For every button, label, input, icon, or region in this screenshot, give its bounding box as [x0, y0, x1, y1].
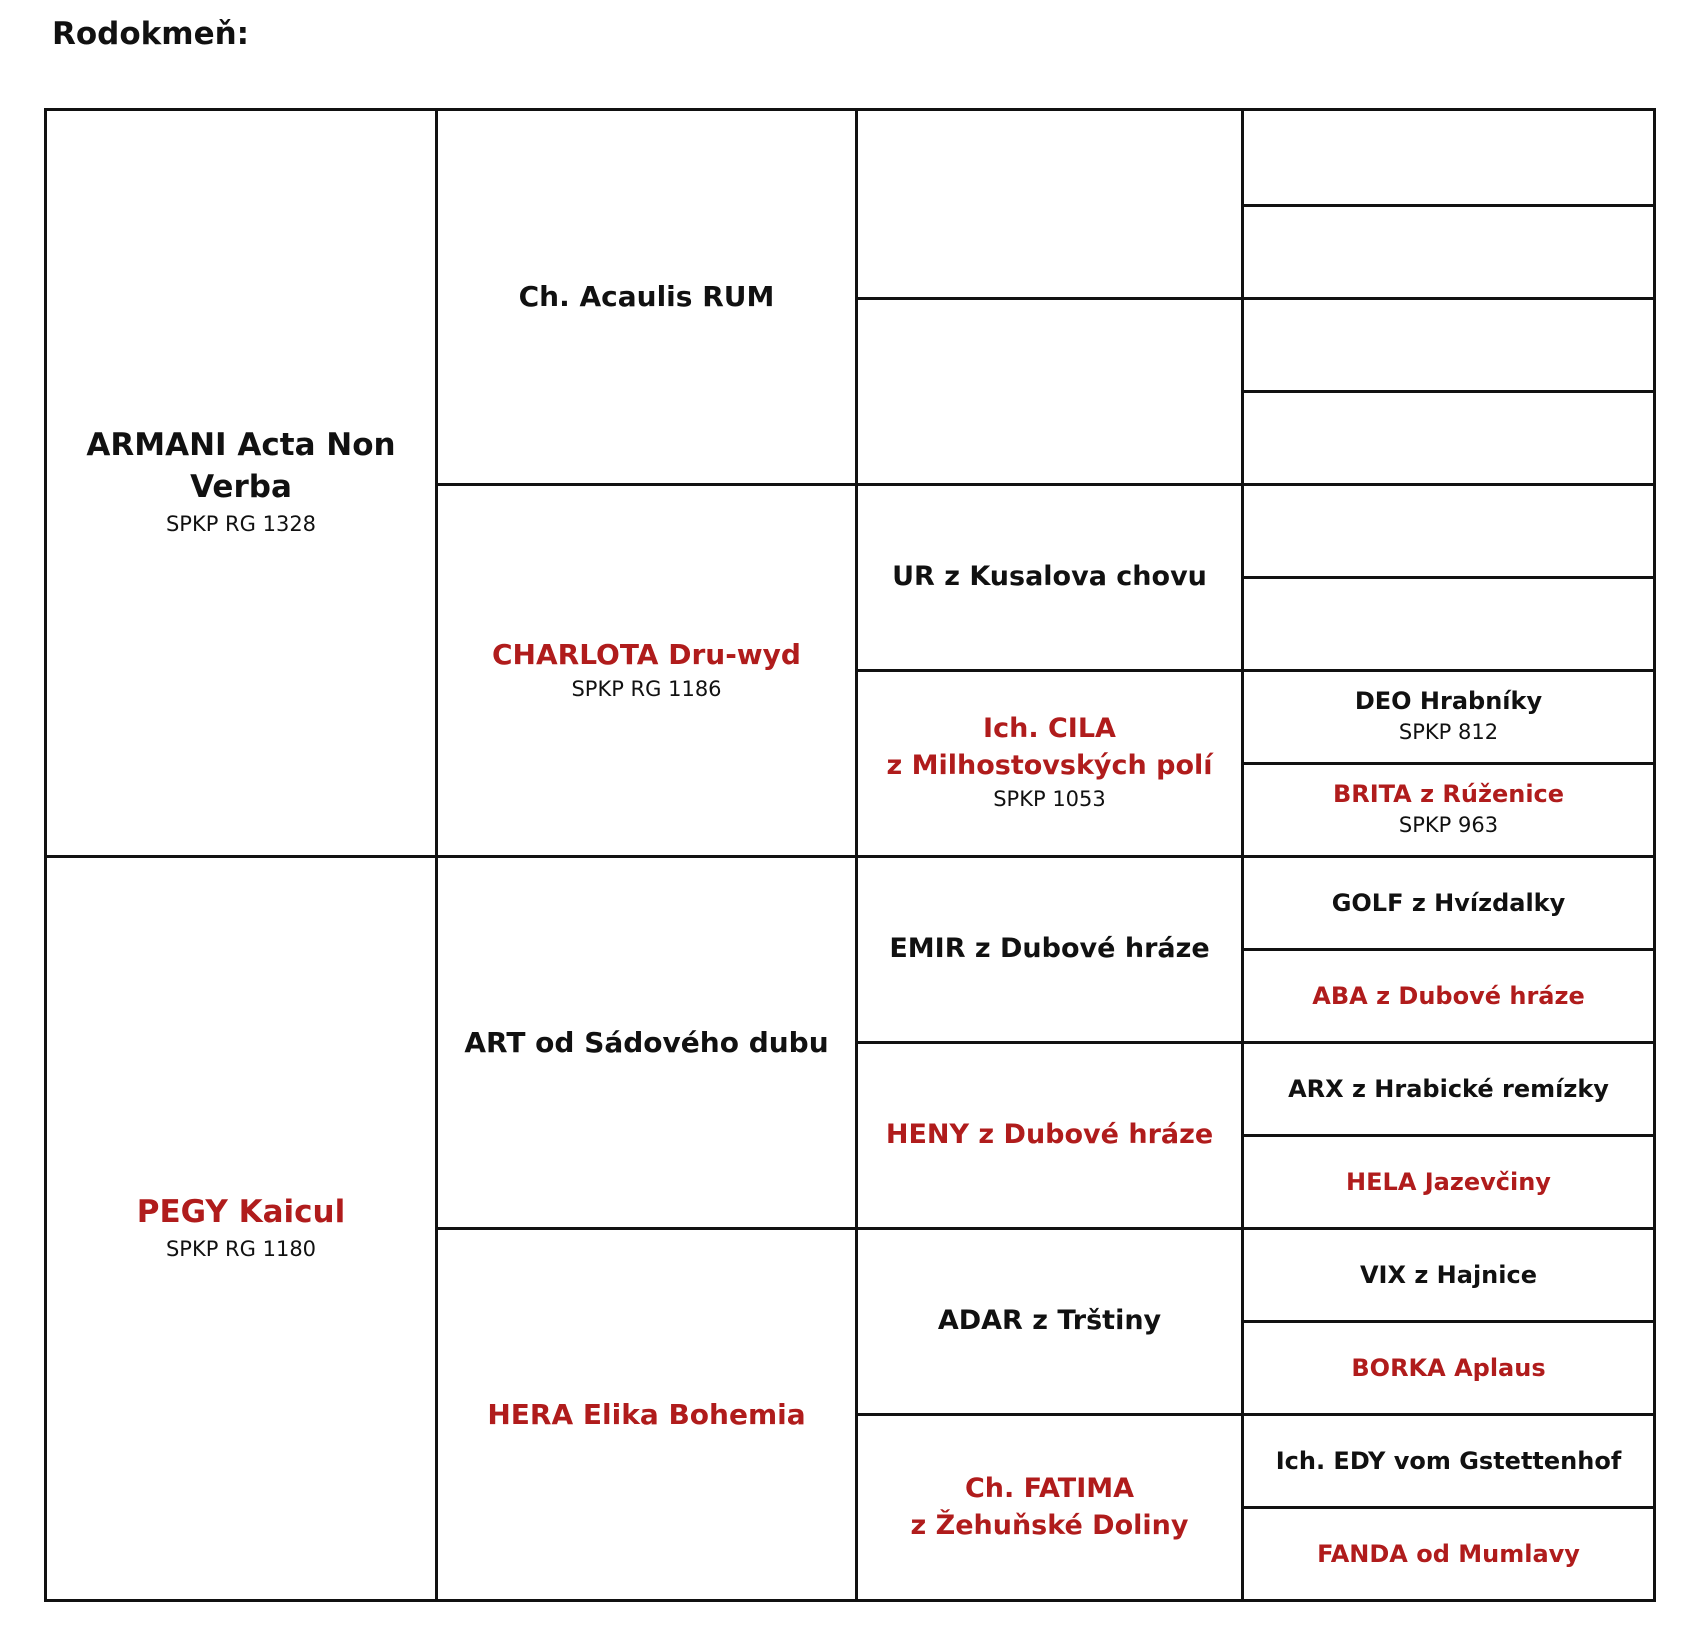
dog-name: ARMANI Acta Non Verba [86, 427, 396, 506]
dog-name: CHARLOTA Dru-wyd [492, 637, 801, 671]
pedigree-cell-ddds [1244, 1416, 1653, 1506]
pedigree-cell-ssdd [1244, 393, 1653, 483]
pedigree-cell-ds [438, 858, 855, 1227]
dog-name: VIX z Hajnice [1359, 1260, 1537, 1289]
pedigree-cell-dssd [1244, 951, 1653, 1041]
registration-number: SPKP 963 [1398, 813, 1499, 838]
registration-number: SPKP RG 1180 [165, 1236, 317, 1261]
pedigree-cell-dsss [1244, 858, 1653, 948]
dog-name: UR z Kusalova chovu [892, 561, 1207, 593]
dog-name: ABA z Dubové hráze [1312, 981, 1585, 1010]
registration-number: SPKP 812 [1398, 720, 1499, 745]
registration-number: SPKP RG 1328 [165, 512, 317, 537]
pedigree-cell-sdsd [1244, 579, 1653, 669]
dog-name: HERA Elika Bohemia [487, 1397, 806, 1431]
dog-name: FANDA od Mumlavy [1317, 1539, 1580, 1568]
pedigree-cell-dddd [1244, 1509, 1653, 1599]
pedigree-cell-sss [858, 111, 1241, 297]
pedigree-cell-ddsd [1244, 1323, 1653, 1413]
pedigree-cell-sdd [858, 672, 1241, 855]
dog-name: ARX z Hrabické remízky [1288, 1074, 1609, 1103]
dog-name: Ch. FATIMA [964, 1473, 1135, 1505]
dog-name: GOLF z Hvízdalky [1331, 888, 1566, 917]
pedigree-cell-dsd [858, 1044, 1241, 1227]
pedigree-cell-ddd [858, 1416, 1241, 1599]
registration-number: SPKP 1053 [993, 787, 1106, 812]
dog-name: ADAR z Trštiny [937, 1305, 1162, 1337]
dog-name: HELA Jazevčiny [1346, 1167, 1551, 1196]
dog-name: ART od Sádového dubu [464, 1025, 829, 1059]
dog-name: HENY z Dubové hráze [885, 1119, 1214, 1151]
dog-name: BORKA Aplaus [1351, 1353, 1546, 1382]
registration-number: SPKP RG 1186 [571, 676, 722, 701]
dog-name: PEGY Kaicul [136, 1193, 346, 1230]
pedigree-cell-ssds [1244, 300, 1653, 390]
pedigree-cell-dss [858, 858, 1241, 1041]
pedigree-cell-sddd [1244, 765, 1653, 855]
dog-name: Ch. Acaulis RUM [518, 280, 775, 314]
dog-name: Ich. EDY vom Gstettenhof [1275, 1446, 1622, 1475]
pedigree-cell-sdds [1244, 672, 1653, 762]
pedigree-cell-sire [47, 111, 435, 855]
pedigree-cell-sd [438, 486, 855, 855]
pedigree-table [44, 108, 1656, 1602]
pedigree-cell-dsds [1244, 1044, 1653, 1134]
dog-name: z Milhostovských polí [886, 749, 1213, 781]
pedigree-cell-sssd [1244, 207, 1653, 297]
pedigree-cell-ss [438, 111, 855, 483]
pedigree-cell-ddss [1244, 1230, 1653, 1320]
dog-name: BRITA z Rúženice [1332, 780, 1565, 809]
pedigree-cell-ssd [858, 300, 1241, 483]
pedigree-cell-dam [47, 858, 435, 1599]
pedigree-cell-sds [858, 486, 1241, 669]
dog-name: EMIR z Dubové hráze [889, 933, 1210, 965]
pedigree-cell-sdss [1244, 486, 1653, 576]
dog-name: z Žehuňské Doliny [910, 1509, 1189, 1541]
pedigree-cell-dd [438, 1230, 855, 1599]
dog-name: DEO Hrabníky [1354, 687, 1543, 716]
pedigree-cell-dds [858, 1230, 1241, 1413]
page-title: Rodokmeň: [52, 16, 250, 52]
pedigree-cell-ssss [1244, 111, 1653, 204]
dog-name: Ich. CILA [983, 713, 1116, 745]
pedigree-cell-dsdd [1244, 1137, 1653, 1227]
